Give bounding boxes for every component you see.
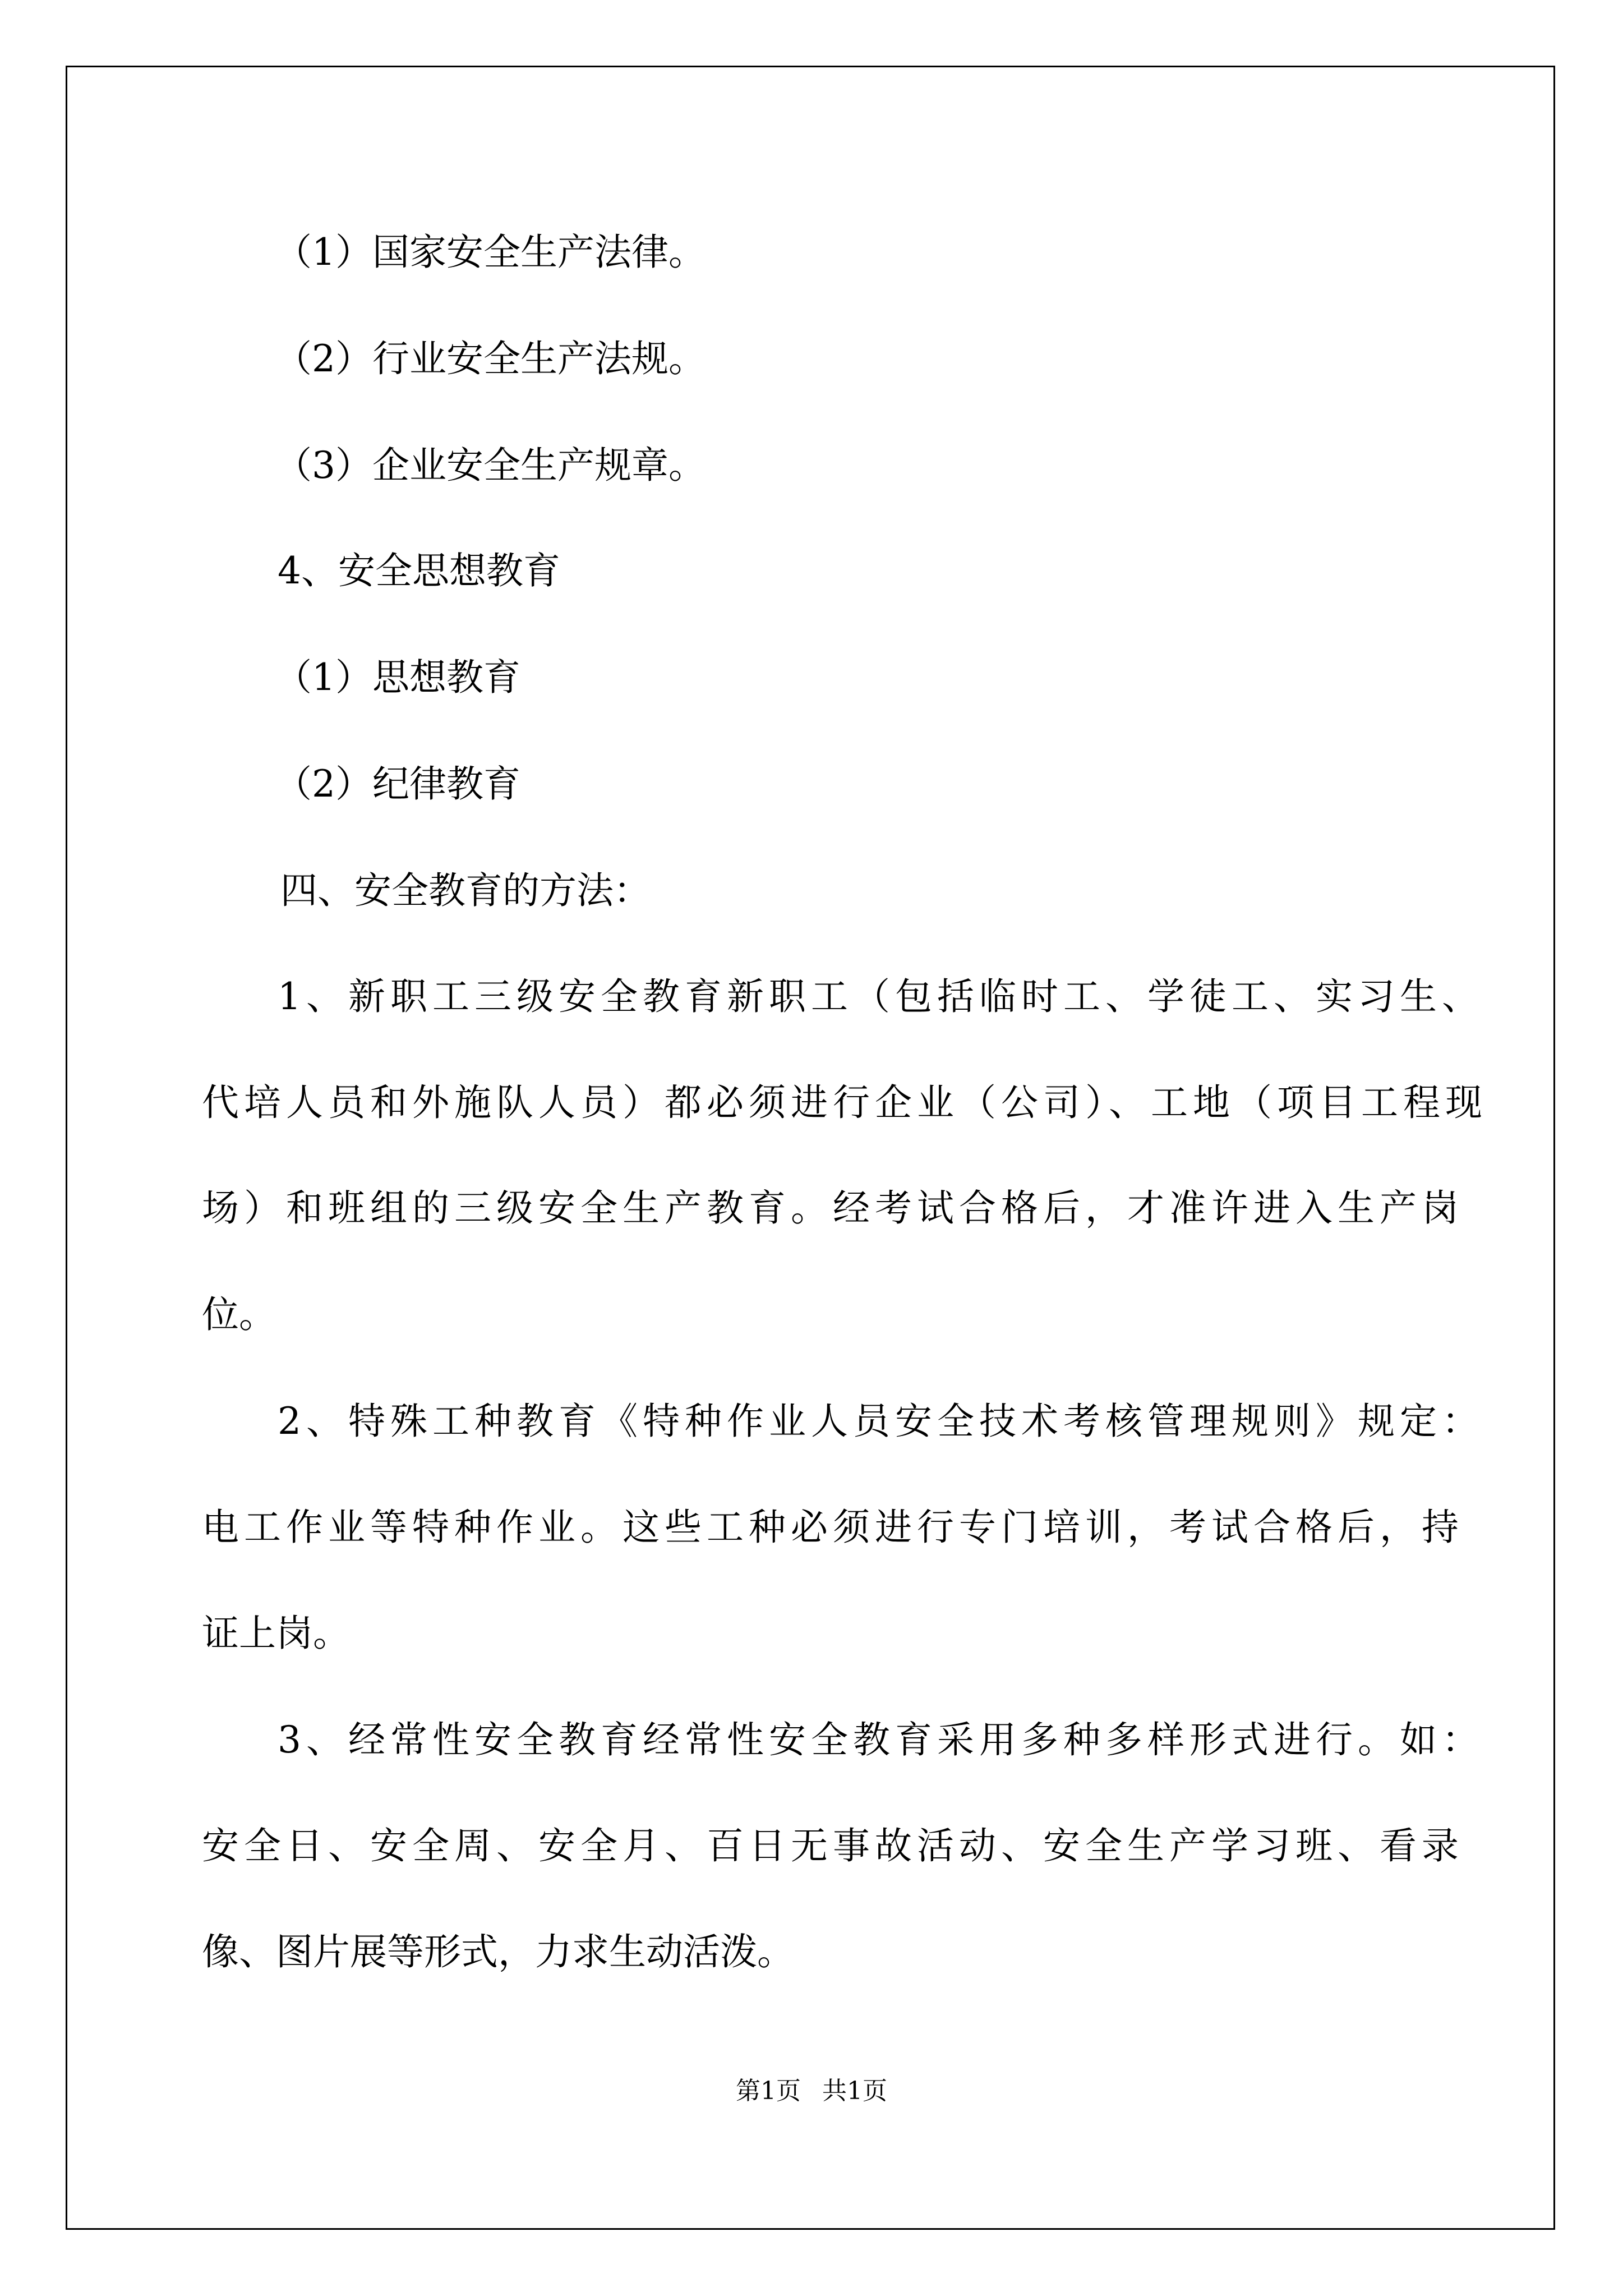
text-line: （2）纪律教育	[275, 762, 520, 806]
paragraph-line: 像、图片展等形式，力求生动活泼。	[202, 1930, 794, 1973]
paragraph-line: 位。	[202, 1293, 276, 1336]
paragraph-line: 3、经常性安全教育经常性安全教育采用多种多样形式进行。如：	[278, 1718, 1484, 1761]
section-heading: 四、安全教育的方法：	[280, 869, 651, 912]
page-border	[66, 66, 1555, 2230]
page-footer	[0, 2076, 1623, 2107]
text-line: （2）行业安全生产法规。	[275, 337, 706, 380]
page-number: 第1页	[736, 2077, 801, 2105]
paragraph-line: 2、特殊工种教育《特种作业人员安全技术考核管理规则》规定：	[278, 1400, 1484, 1443]
paragraph-line: 安全日、安全周、安全月、百日无事故活动、安全生产学习班、看录	[202, 1824, 1464, 1867]
paragraph-line: 电工作业等特种作业。这些工种必须进行专门培训，考试合格后，持	[202, 1506, 1464, 1549]
paragraph-line: 证上岗。	[202, 1612, 350, 1655]
paragraph-line: 1、新职工三级安全教育新职工（包括临时工、学徒工、实习生、	[278, 975, 1484, 1018]
text-line: （3）企业安全生产规章。	[275, 444, 706, 487]
paragraph-line: 代培人员和外施队人员）都必须进行企业（公司）、工地（项目工程现	[202, 1081, 1487, 1124]
text-line: （1）国家安全生产法律。	[275, 231, 706, 274]
text-line: （1）思想教育	[275, 656, 520, 699]
paragraph-line: 场）和班组的三级安全生产教育。经考试合格后，才准许进入生产岗	[202, 1186, 1464, 1230]
section-heading: 4、安全思想教育	[278, 549, 560, 592]
page-total: 共1页	[822, 2077, 887, 2105]
